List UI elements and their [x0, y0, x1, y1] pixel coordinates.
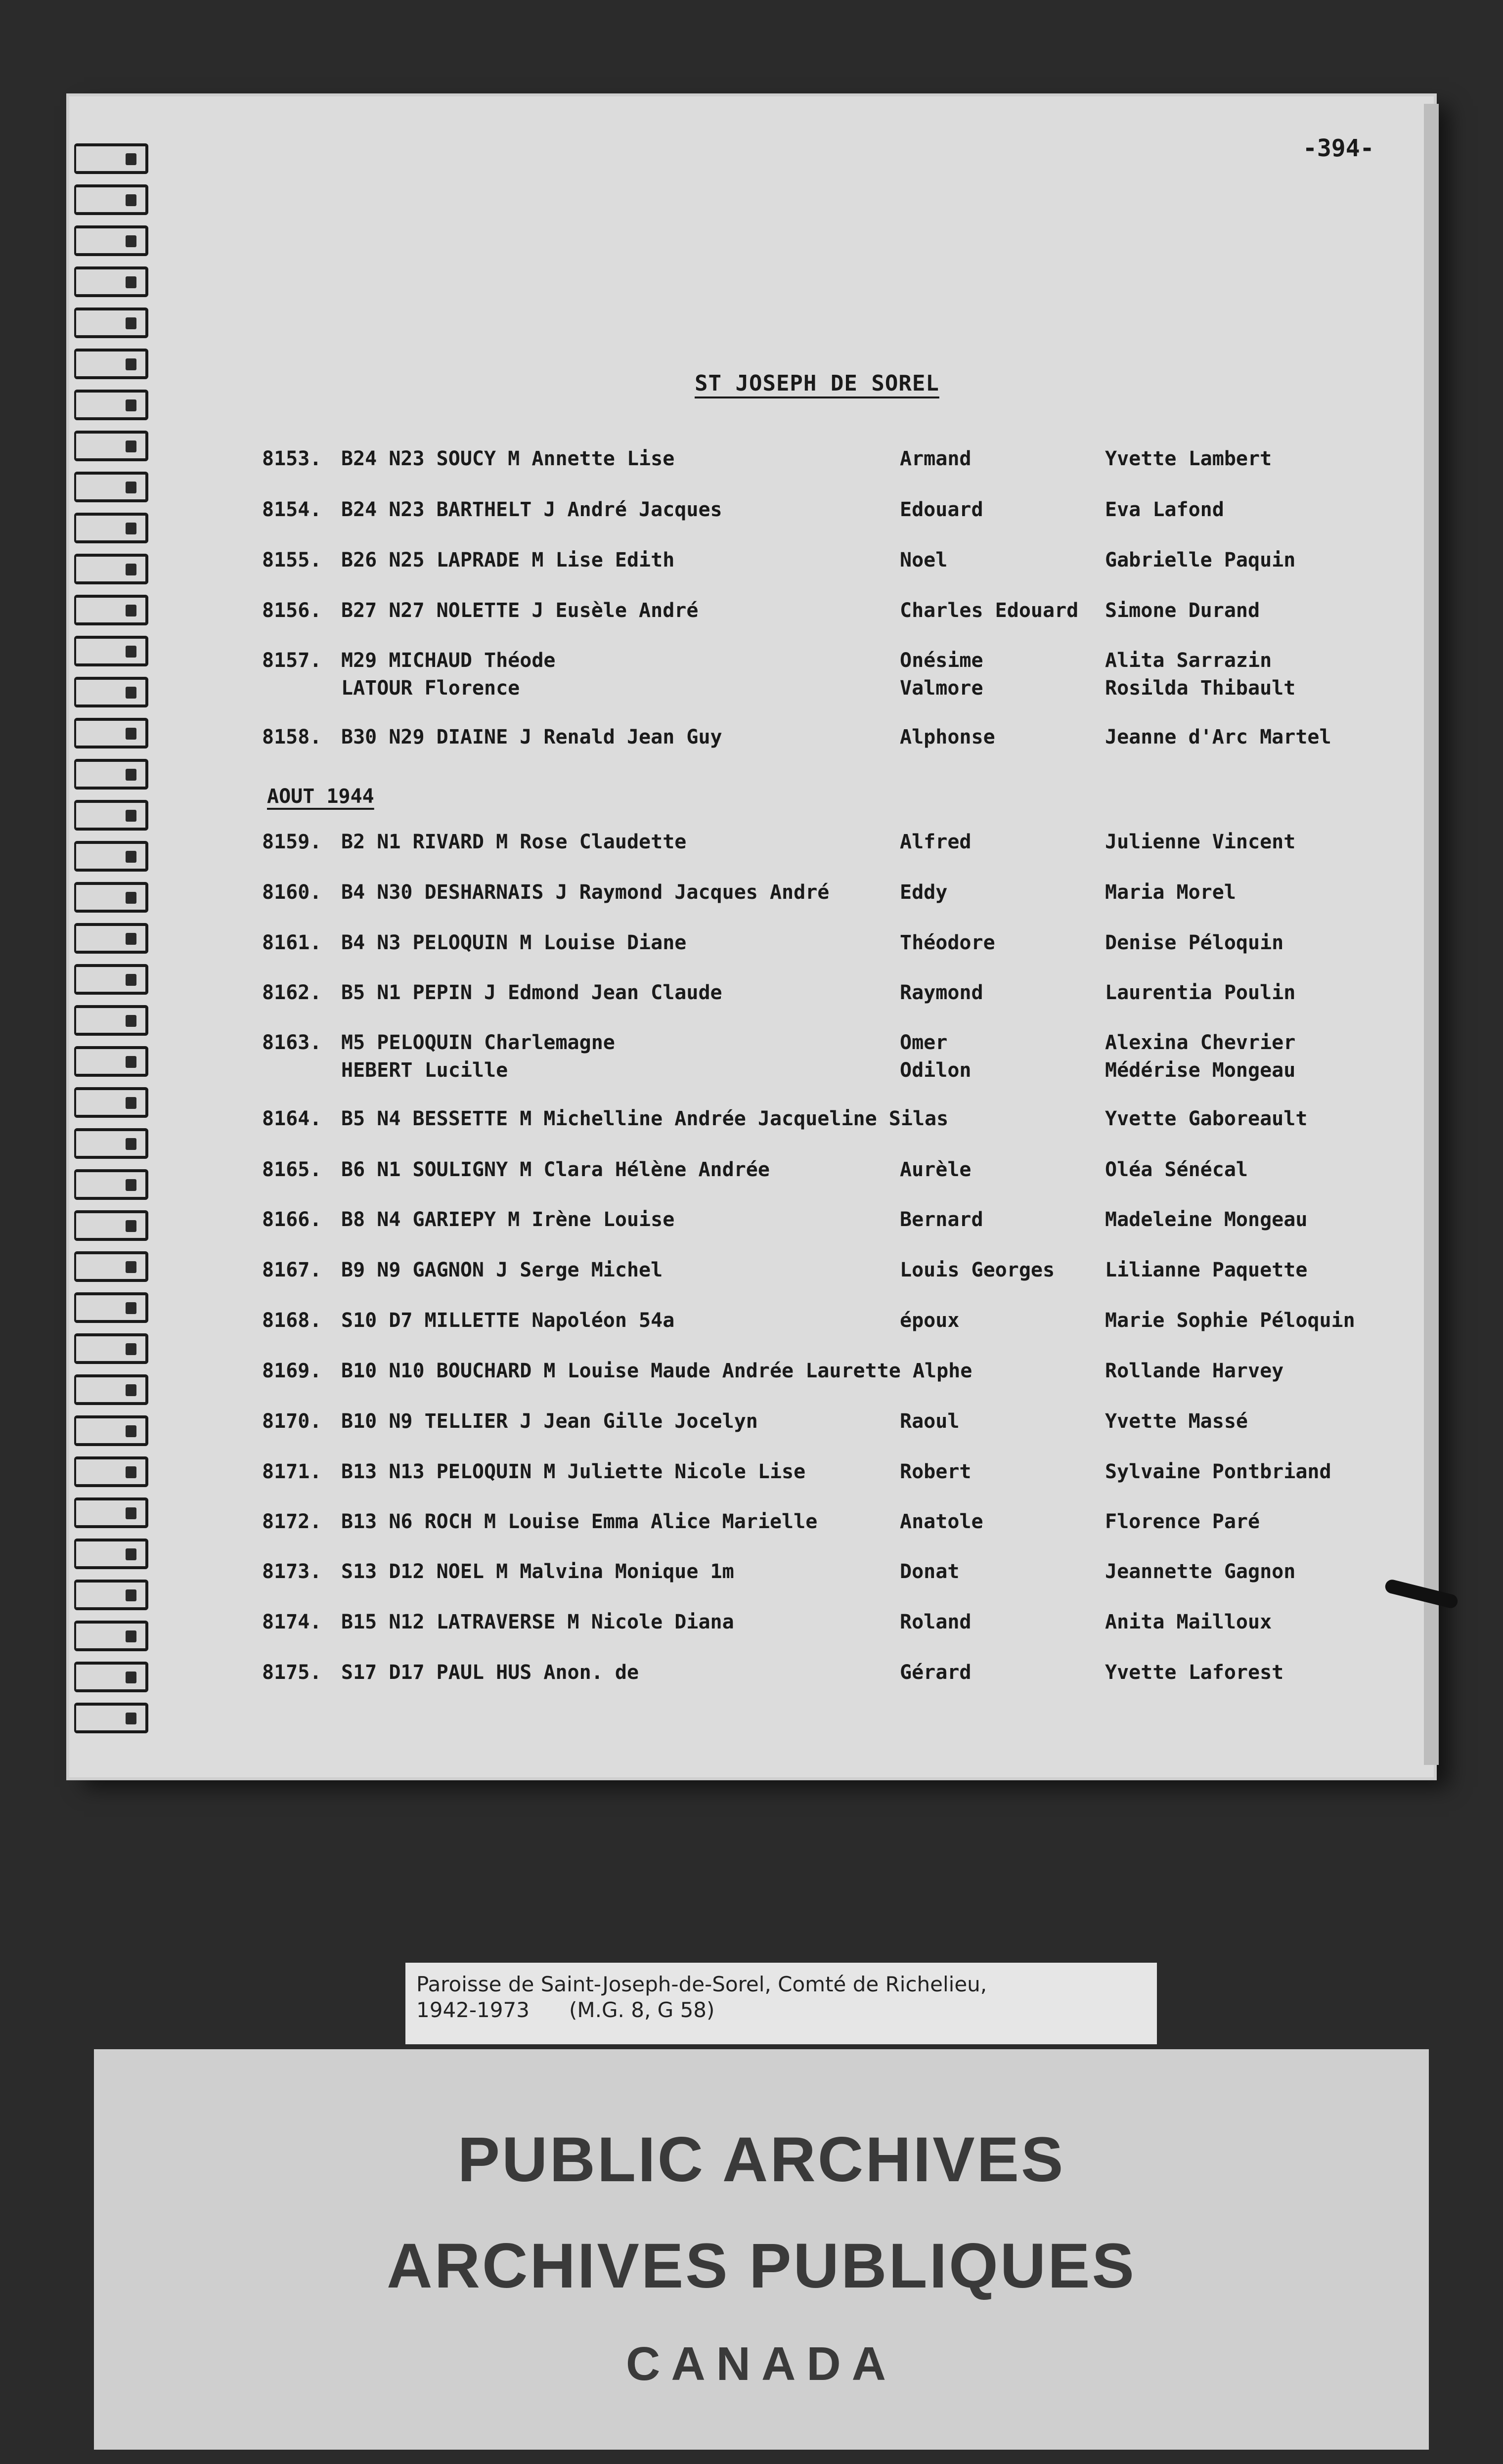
father-name [900, 1560, 959, 1588]
binding-ring [74, 1497, 148, 1528]
father-name [900, 1460, 972, 1488]
entry-number: 8159. [262, 831, 322, 853]
entry-record [341, 881, 829, 909]
entry-record [341, 1259, 663, 1286]
binding-ring [74, 472, 148, 502]
father-name-line: Alphonse [900, 726, 995, 748]
father-name-line: Raoul [900, 1410, 960, 1433]
binding-ring [74, 595, 148, 625]
father-name-line: Onésime [900, 649, 983, 672]
entry-record-line: B6 N1 SOULIGNY M Clara Hélène Andrée [341, 1158, 770, 1181]
father-name-line: Raymond [900, 981, 983, 1004]
father-name-line: Edouard [900, 498, 983, 521]
binding-ring [74, 308, 148, 338]
mother-name [1105, 831, 1295, 858]
entry-record [341, 1208, 674, 1236]
father-name [900, 1410, 959, 1438]
mother-name [1105, 1410, 1248, 1438]
mother-name [1105, 549, 1295, 576]
binding-ring [74, 225, 148, 256]
binding-ring [74, 1703, 148, 1733]
mother-name-line: Jeannette Gagnon [1105, 1560, 1296, 1583]
mother-name-line: Madeleine Mongeau [1105, 1208, 1308, 1231]
father-name-line: Bernard [900, 1208, 983, 1231]
father-name-line: Charles Edouard [900, 599, 1079, 622]
entry-record-line: B9 N9 GAGNON J Serge Michel [341, 1259, 663, 1281]
entry-number: 8158. [262, 726, 322, 748]
stamp-line3: CANADA [626, 2337, 897, 2390]
page-edge [1424, 104, 1439, 1765]
binding-ring [74, 1662, 148, 1692]
entry-record [341, 549, 674, 576]
archive-label-line1: Paroisse de Saint-Joseph-de-Sorel, Comté de Richelieu, [416, 1972, 987, 1996]
mother-name [1105, 1510, 1260, 1538]
entry-record [341, 1410, 758, 1438]
mother-name [1105, 1460, 1331, 1488]
entry-record [341, 599, 698, 627]
entry-number: 8167. [262, 1259, 322, 1281]
father-name-line: Odilon [900, 1059, 972, 1082]
father-name-line: Donat [900, 1560, 960, 1583]
entry-record-line: B27 N27 NOLETTE J Eusèle André [341, 599, 699, 622]
father-name [900, 881, 947, 909]
entry-record-line: B10 N10 BOUCHARD M Louise Maude Andrée Laurette Alphe [341, 1360, 973, 1382]
mother-name-line: Anita Mailloux [1105, 1611, 1272, 1633]
entry-number: 8169. [262, 1360, 322, 1382]
entry-record [341, 831, 686, 858]
entry-number: 8157. [262, 649, 322, 672]
father-name [900, 447, 972, 475]
father-name [900, 649, 983, 704]
entry-number: 8155. [262, 549, 322, 572]
entry-record-line: B5 N4 BESSETTE M Michelline Andrée Jacqueline Silas [341, 1107, 949, 1130]
entry-number: 8160. [262, 881, 322, 904]
entry-record-line: LATOUR Florence [341, 677, 520, 700]
entry-number: 8165. [262, 1158, 322, 1181]
entry-record [341, 649, 555, 704]
binding-ring [74, 882, 148, 913]
entry-record-line: B8 N4 GARIEPY M Irène Louise [341, 1208, 675, 1231]
father-name [900, 549, 947, 576]
mother-name-line: Oléa Sénécal [1105, 1158, 1248, 1181]
entry-record [341, 1661, 639, 1689]
mother-name-line: Alexina Chevrier [1105, 1031, 1296, 1054]
entry-record [341, 1510, 817, 1538]
entry-record-line: B26 N25 LAPRADE M Lise Edith [341, 549, 675, 572]
binding-ring [74, 513, 148, 543]
mother-name [1105, 1208, 1307, 1236]
entry-record [341, 1611, 734, 1638]
mother-name-line: Jeanne d'Arc Martel [1105, 726, 1331, 748]
binding-ring [74, 1333, 148, 1364]
entry-number: 8170. [262, 1410, 322, 1433]
binding-ring [74, 143, 148, 174]
entry-record-line: B15 N12 LATRAVERSE M Nicole Diana [341, 1611, 734, 1633]
father-name-line: Louis Georges [900, 1259, 1055, 1281]
entry-number: 8171. [262, 1460, 322, 1483]
mother-name-line: Maria Morel [1105, 881, 1236, 904]
binding-ring [74, 800, 148, 831]
month-label: AOUT 1944 [267, 785, 374, 808]
binding-ring [74, 1005, 148, 1036]
mother-name [1105, 1158, 1248, 1186]
entry-record [341, 1031, 615, 1087]
entry-number: 8162. [262, 981, 322, 1004]
mother-name-line: Yvette Lambert [1105, 447, 1272, 470]
mother-name [1105, 1107, 1307, 1135]
binding-ring [74, 1251, 148, 1282]
mother-name [1105, 881, 1236, 909]
father-name [900, 1031, 972, 1087]
entry-record-line: S10 D7 MILLETTE Napoléon 54a [341, 1309, 675, 1332]
mother-name-line: Simone Durand [1105, 599, 1260, 622]
mother-name [1105, 1560, 1295, 1588]
father-name-line: Gérard [900, 1661, 972, 1684]
stamp-line2: ARCHIVES PUBLIQUES [387, 2231, 1136, 2301]
father-name-line: époux [900, 1309, 960, 1332]
father-name-line: Valmore [900, 677, 983, 700]
mother-name [1105, 649, 1295, 704]
binding-ring [74, 841, 148, 872]
mother-name [1105, 1661, 1283, 1689]
entry-record-line: B5 N1 PEPIN J Edmond Jean Claude [341, 981, 722, 1004]
entry-record-line: B4 N30 DESHARNAIS J Raymond Jacques André [341, 881, 830, 904]
entry-record-line: M29 MICHAUD Théode [341, 649, 556, 672]
mother-name-line: Médérise Mongeau [1105, 1059, 1296, 1082]
entry-record-line: S13 D12 NOEL M Malvina Monique 1m [341, 1560, 734, 1583]
binding-ring [74, 677, 148, 707]
entry-record-line: B24 N23 SOUCY M Annette Lise [341, 447, 675, 470]
binding-ring [74, 1580, 148, 1610]
mother-name [1105, 981, 1295, 1009]
stamp-line1: PUBLIC ARCHIVES [457, 2124, 1065, 2195]
mother-name-line: Eva Lafond [1105, 498, 1224, 521]
father-name [900, 1661, 972, 1689]
mother-name-line: Rosilda Thibault [1105, 677, 1296, 700]
entry-record-line: B13 N13 PELOQUIN M Juliette Nicole Lise [341, 1460, 806, 1483]
entry-record [341, 1309, 674, 1337]
entry-number: 8153. [262, 447, 322, 470]
entry-record-line: B30 N29 DIAINE J Renald Jean Guy [341, 726, 722, 748]
entry-number: 8163. [262, 1031, 322, 1054]
father-name [900, 1259, 1055, 1286]
mother-name-line: Marie Sophie Péloquin [1105, 1309, 1355, 1332]
binding-ring [74, 1169, 148, 1200]
mother-name [1105, 1031, 1295, 1087]
entry-record [341, 498, 722, 526]
page-number: -394- [1303, 134, 1374, 162]
mother-name-line: Yvette Massé [1105, 1410, 1248, 1433]
entry-record-line: S17 D17 PAUL HUS Anon. de [341, 1661, 639, 1684]
mother-name-line: Rollande Harvey [1105, 1360, 1284, 1382]
entry-number: 8172. [262, 1510, 322, 1533]
binding-ring [74, 718, 148, 748]
father-name [900, 1208, 983, 1236]
entry-record [341, 931, 686, 959]
entry-number: 8164. [262, 1107, 322, 1130]
father-name [900, 599, 1078, 627]
father-name-line: Alfred [900, 831, 972, 853]
binding-ring [74, 184, 148, 215]
father-name [900, 1611, 972, 1638]
father-name [900, 1158, 972, 1186]
father-name [900, 1510, 983, 1538]
entry-number: 8154. [262, 498, 322, 521]
spiral-binding [74, 143, 153, 1740]
father-name [900, 498, 983, 526]
binding-ring [74, 1456, 148, 1487]
entry-record [341, 1107, 948, 1135]
entry-number: 8161. [262, 931, 322, 954]
mother-name [1105, 599, 1260, 627]
entry-record-line: B24 N23 BARTHELT J André Jacques [341, 498, 722, 521]
entry-record [341, 1560, 734, 1588]
entry-number: 8173. [262, 1560, 322, 1583]
entry-record-line: B4 N3 PELOQUIN M Louise Diane [341, 931, 687, 954]
mother-name [1105, 447, 1272, 475]
mother-name-line: Sylvaine Pontbriand [1105, 1460, 1331, 1483]
archive-stamp [94, 2049, 1429, 2450]
entry-record [341, 1360, 972, 1387]
mother-name-line: Yvette Laforest [1105, 1661, 1284, 1684]
father-name-line: Théodore [900, 931, 995, 954]
binding-ring [74, 266, 148, 297]
mother-name [1105, 1611, 1272, 1638]
entry-record-line: B2 N1 RIVARD M Rose Claudette [341, 831, 687, 853]
archive-source-label [405, 1963, 1157, 2044]
binding-ring [74, 390, 148, 420]
binding-ring [74, 1415, 148, 1446]
father-name-line: Noel [900, 549, 948, 572]
binding-ring [74, 1374, 148, 1405]
mother-name-line: Alita Sarrazin [1105, 649, 1272, 672]
entry-record [341, 447, 674, 475]
entry-number: 8174. [262, 1611, 322, 1633]
archive-label-line2: 1942-1973 (M.G. 8, G 58) [416, 1998, 715, 2022]
father-name [900, 931, 995, 959]
entry-record-line: B13 N6 ROCH M Louise Emma Alice Marielle [341, 1510, 818, 1533]
binding-ring [74, 1292, 148, 1323]
mother-name-line: Lilianne Paquette [1105, 1259, 1308, 1281]
entry-record [341, 1460, 805, 1488]
mother-name [1105, 1360, 1283, 1387]
entry-record [341, 1158, 770, 1186]
father-name-line: Eddy [900, 881, 948, 904]
binding-ring [74, 636, 148, 666]
mother-name [1105, 931, 1283, 959]
mother-name-line: Denise Péloquin [1105, 931, 1284, 954]
binding-ring [74, 1539, 148, 1569]
mother-name [1105, 726, 1331, 753]
entry-number: 8175. [262, 1661, 322, 1684]
father-name [900, 1309, 959, 1337]
father-name-line: Roland [900, 1611, 972, 1633]
mother-name-line: Florence Paré [1105, 1510, 1260, 1533]
father-name-line: Omer [900, 1031, 948, 1054]
entry-record [341, 726, 722, 753]
binding-ring [74, 1046, 148, 1077]
binding-ring [74, 1087, 148, 1118]
binding-ring [74, 923, 148, 954]
father-name-line: Armand [900, 447, 972, 470]
father-name-line: Robert [900, 1460, 972, 1483]
binding-ring [74, 349, 148, 379]
binding-ring [74, 759, 148, 790]
entry-record-line: B10 N9 TELLIER J Jean Gille Jocelyn [341, 1410, 758, 1433]
entry-record-line: HEBERT Lucille [341, 1059, 508, 1082]
entry-number: 8168. [262, 1309, 322, 1332]
binding-ring [74, 964, 148, 995]
binding-ring [74, 431, 148, 461]
mother-name [1105, 1259, 1307, 1286]
entry-record-line: M5 PELOQUIN Charlemagne [341, 1031, 615, 1054]
father-name-line: Anatole [900, 1510, 983, 1533]
binding-ring [74, 1128, 148, 1159]
binding-ring [74, 1621, 148, 1651]
register-heading: ST JOSEPH DE SOREL [695, 371, 939, 396]
mother-name-line: Julienne Vincent [1105, 831, 1296, 853]
entry-number: 8166. [262, 1208, 322, 1231]
father-name-line: Aurèle [900, 1158, 972, 1181]
mother-name-line: Yvette Gaboreault [1105, 1107, 1308, 1130]
mother-name [1105, 1309, 1355, 1337]
entry-number: 8156. [262, 599, 322, 622]
entry-record [341, 981, 722, 1009]
mother-name [1105, 498, 1224, 526]
father-name [900, 831, 972, 858]
binding-ring [74, 554, 148, 584]
father-name [900, 981, 983, 1009]
binding-ring [74, 1210, 148, 1241]
mother-name-line: Gabrielle Paquin [1105, 549, 1296, 572]
father-name [900, 726, 995, 753]
mother-name-line: Laurentia Poulin [1105, 981, 1296, 1004]
